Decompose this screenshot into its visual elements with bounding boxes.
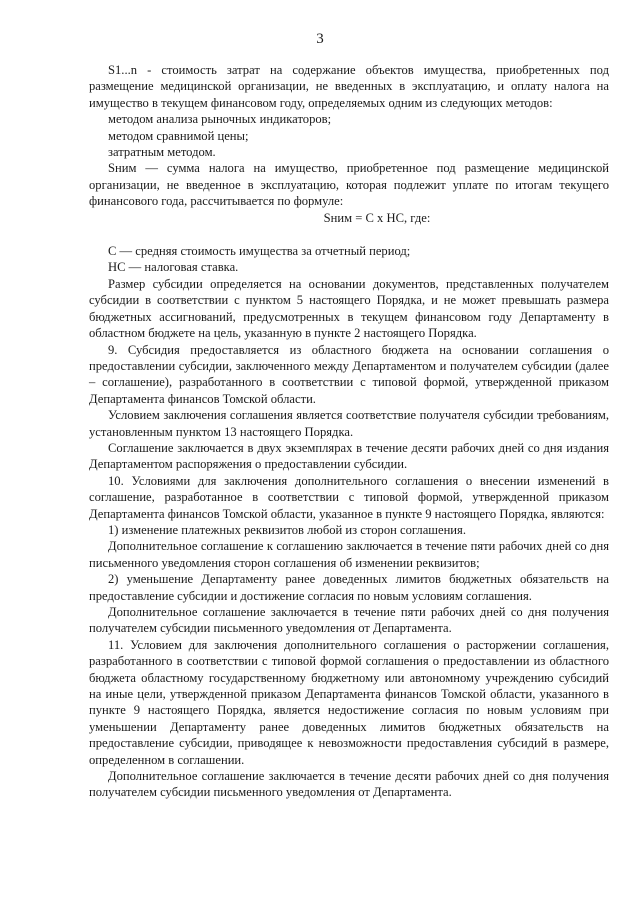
paragraph-subsidy-size: Размер субсидии определяется на основании документов, представленных получателем субсидии в соответствии с пунктом 5 настоящего Порядка, и не может превышать размера бюджетных ассигнований, предусмотренных в текущем финансовом году Департаменту в областном бюджете на цель, указанную в пункте 2 настоящего Порядка. — [89, 276, 609, 341]
paragraph-cost-definition: S1...n - стоимость затрат на содержание объектов имущества, приобретенных под размещение медицинской организации, не введенных в эксплуатацию, и оплату налога на имущество в текущем финансовом году, определяемых одним из следующих методов: — [89, 63, 609, 110]
paragraph-clause-11: 11. Условием для заключения дополнительного соглашения о расторжении соглашения, разработанного в соответствии с типовой формой соглашения о предоставлении из областного бюджета областному государственному бюджетному или автономному учреждению субсидий на иные цели, утвержденной приказом Департамента финансов Томской области, указанного в пункте 9 настоящего Порядка, является недостижение согласия по новым условиям при уменьшении Департаменту ранее доведенных лимитов бюджетных обязательств на предоставление субсидии, приводящее к невозможности предоставления субсидий в размере, определенном в соглашении. — [89, 637, 609, 767]
paragraph-agreement-condition: Условием заключения соглашения является соответствие получателя субсидии требованиям, установленным пунктом 13 настоящего Порядка. — [89, 408, 609, 439]
paragraph-agreement-term: Соглашение заключается в двух экземплярах в течение десяти рабочих дней со дня издания Департаментом распоряжения о предоставлении субсидии. — [89, 440, 609, 472]
paragraph-clause-10: 10. Условиями для заключения дополнительного соглашения о внесении изменений в соглашение, разработанное в соответствии с типовой формой, утвержденной приказом Департамента финансов Томской области, указанное в пункте 9 настоящего Порядка, являются: — [89, 473, 609, 521]
paragraph-tax-definition: Sним — сумма налога на имущество, приобретенное под размещение медицинской организации, не введенное в эксплуатацию, которая подлежит уплате по итогам текущего финансового года, рассчитывается по формуле: — [89, 161, 609, 209]
page-number: 3 — [316, 31, 324, 47]
paragraph-ns-definition: НС — налоговая ставка. — [108, 260, 239, 275]
paragraph-termination-term: Дополнительное соглашение заключается в течение десяти рабочих дней со дня получения получателем субсидии письменного уведомления от Департамента. — [89, 769, 609, 800]
paragraph-condition-1-term: Дополнительное соглашение к соглашению заключается в течение пяти рабочих дней со дня письменного уведомления сторон соглашения об изменении реквизитов; — [89, 539, 609, 570]
paragraph-method-comparable: методом сравнимой цены; — [108, 128, 249, 143]
paragraph-condition-2: 2) уменьшение Департаменту ранее доведенных лимитов бюджетных обязательств на предоставление субсидии и достижение согласия по новым условиям соглашения. — [89, 572, 609, 603]
paragraph-clause-9: 9. Субсидия предоставляется из областного бюджета на основании соглашения о предоставлении субсидии, заключенного между Департаментом и получателем субсидии (далее – соглашение), разработанного в соответствии с типовой формой, утвержденной приказом Департамента финансов Томской области. — [89, 342, 609, 406]
document-body — [89, 62, 609, 801]
paragraph-condition-1: 1) изменение платежных реквизитов любой из сторон соглашения. — [108, 522, 466, 537]
paragraph-c-definition: C — средняя стоимость имущества за отчетный период; — [108, 244, 411, 259]
spacer — [89, 226, 609, 243]
paragraph-method-cost: затратным методом. — [108, 145, 216, 160]
paragraph-condition-2-term: Дополнительное соглашение заключается в течение пяти рабочих дней со дня получения получателем субсидии письменного уведомления от Департамента. — [89, 605, 609, 636]
formula: Sним = C x НС, где: — [323, 210, 431, 225]
paragraph-method-market: методом анализа рыночных индикаторов; — [108, 112, 332, 127]
